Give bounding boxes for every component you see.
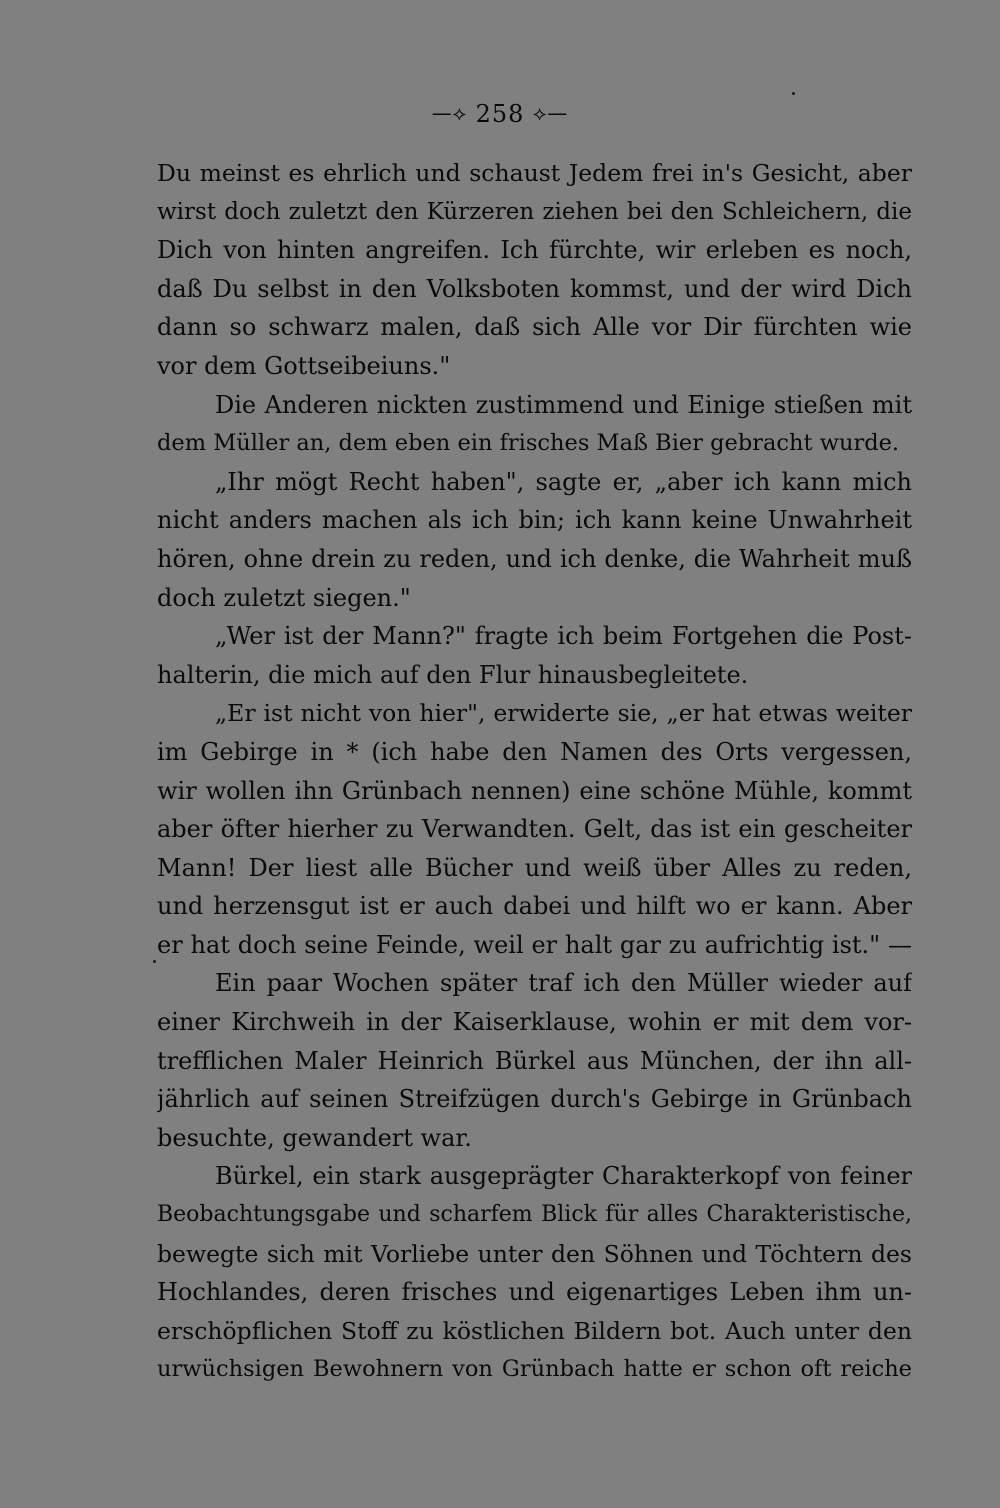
text-line: einer Kirchweih in der Kaiserklause, wohin er mit dem vor- (157, 1008, 912, 1037)
left-ornament: —⟡ (431, 101, 467, 125)
text-line: Du meinst es ehrlich und schaust Jedem frei in's Gesicht, aber (157, 159, 912, 187)
page-number: 258 (475, 100, 525, 128)
text-line: dem Müller an, dem eben ein frisches Maß Bier gebracht wurde. (157, 430, 900, 457)
text-line: bewegte sich mit Vorliebe unter den Söhnen und Töchtern des (157, 1239, 912, 1268)
text-line: dann so schwarz malen, daß sich Alle vor Dir fürchten wie (157, 313, 912, 342)
scan-speck (153, 960, 156, 963)
text-line: „Ihr mögt Recht haben", sagte er, „aber ich kann mich (215, 467, 912, 496)
text-line: nicht anders machen als ich bin; ich kann keine Unwahrheit (157, 506, 912, 535)
text-line: halterin, die mich auf den Flur hinausbegleitete. (157, 660, 749, 689)
body-text (157, 154, 912, 1389)
text-line: „Er ist nicht von hier", erwiderte sie, „er hat etwas weiter (215, 699, 912, 728)
text-line: Hochlandes, deren frisches und eigenartiges Leben ihm un- (157, 1278, 912, 1307)
text-line: erschöpflichen Stoff zu köstlichen Bildern bot. Auch unter den (157, 1316, 912, 1345)
text-line: Die Anderen nickten zustimmend und Einige stießen mit (215, 390, 912, 419)
text-line: Mann! Der liest alle Bücher und weiß über Alles zu reden, (157, 853, 912, 882)
text-line: Ein paar Wochen später traf ich den Müller wieder auf (215, 969, 912, 998)
text-line: wir wollen ihn Grünbach nennen) eine schöne Mühle, kommt (157, 776, 912, 805)
page-header (0, 100, 1000, 128)
text-line: vor dem Gottseibeiuns." (157, 351, 451, 380)
text-line: daß Du selbst in den Volksboten kommst, und der wird Dich (157, 274, 912, 303)
text-line: er hat doch seine Feinde, weil er halt gar zu aufrichtig ist." — (157, 930, 912, 959)
text-line: Dich von hinten angreifen. Ich fürchte, wir erleben es noch, (157, 236, 912, 265)
text-line: aber öfter hierher zu Verwandten. Gelt, das ist ein gescheiter (157, 815, 912, 844)
text-line: jährlich auf seinen Streifzügen durch's Gebirge in Grünbach (157, 1085, 912, 1114)
text-line: Bürkel, ein stark ausgeprägter Charakterkopf von feiner (215, 1162, 912, 1191)
text-line: urwüchsigen Bewohnern von Grünbach hatte er schon oft reiche (157, 1356, 912, 1383)
text-line: besuchte, gewandert war. (157, 1123, 472, 1152)
text-line: Beobachtungsgabe und scharfem Blick für alles Charakteristische, (157, 1202, 912, 1228)
text-line: trefflichen Maler Heinrich Bürkel aus München, der ihn all- (157, 1046, 912, 1075)
scan-speck (792, 92, 795, 95)
text-line: „Wer ist der Mann?" fragte ich beim Fortgehen die Post- (215, 622, 912, 651)
text-line: und herzensgut ist er auch dabei und hilft wo er kann. Aber (157, 892, 912, 921)
text-line: hören, ohne drein zu reden, und ich denke, die Wahrheit muß (157, 544, 912, 573)
text-line: wirst doch zuletzt den Kürzeren ziehen bei den Schleichern, die (157, 198, 912, 225)
text-line: doch zuletzt siegen." (157, 583, 411, 612)
text-line: im Gebirge in * (ich habe den Namen des Orts vergessen, (157, 737, 912, 766)
right-ornament: ⟡— (533, 101, 569, 125)
